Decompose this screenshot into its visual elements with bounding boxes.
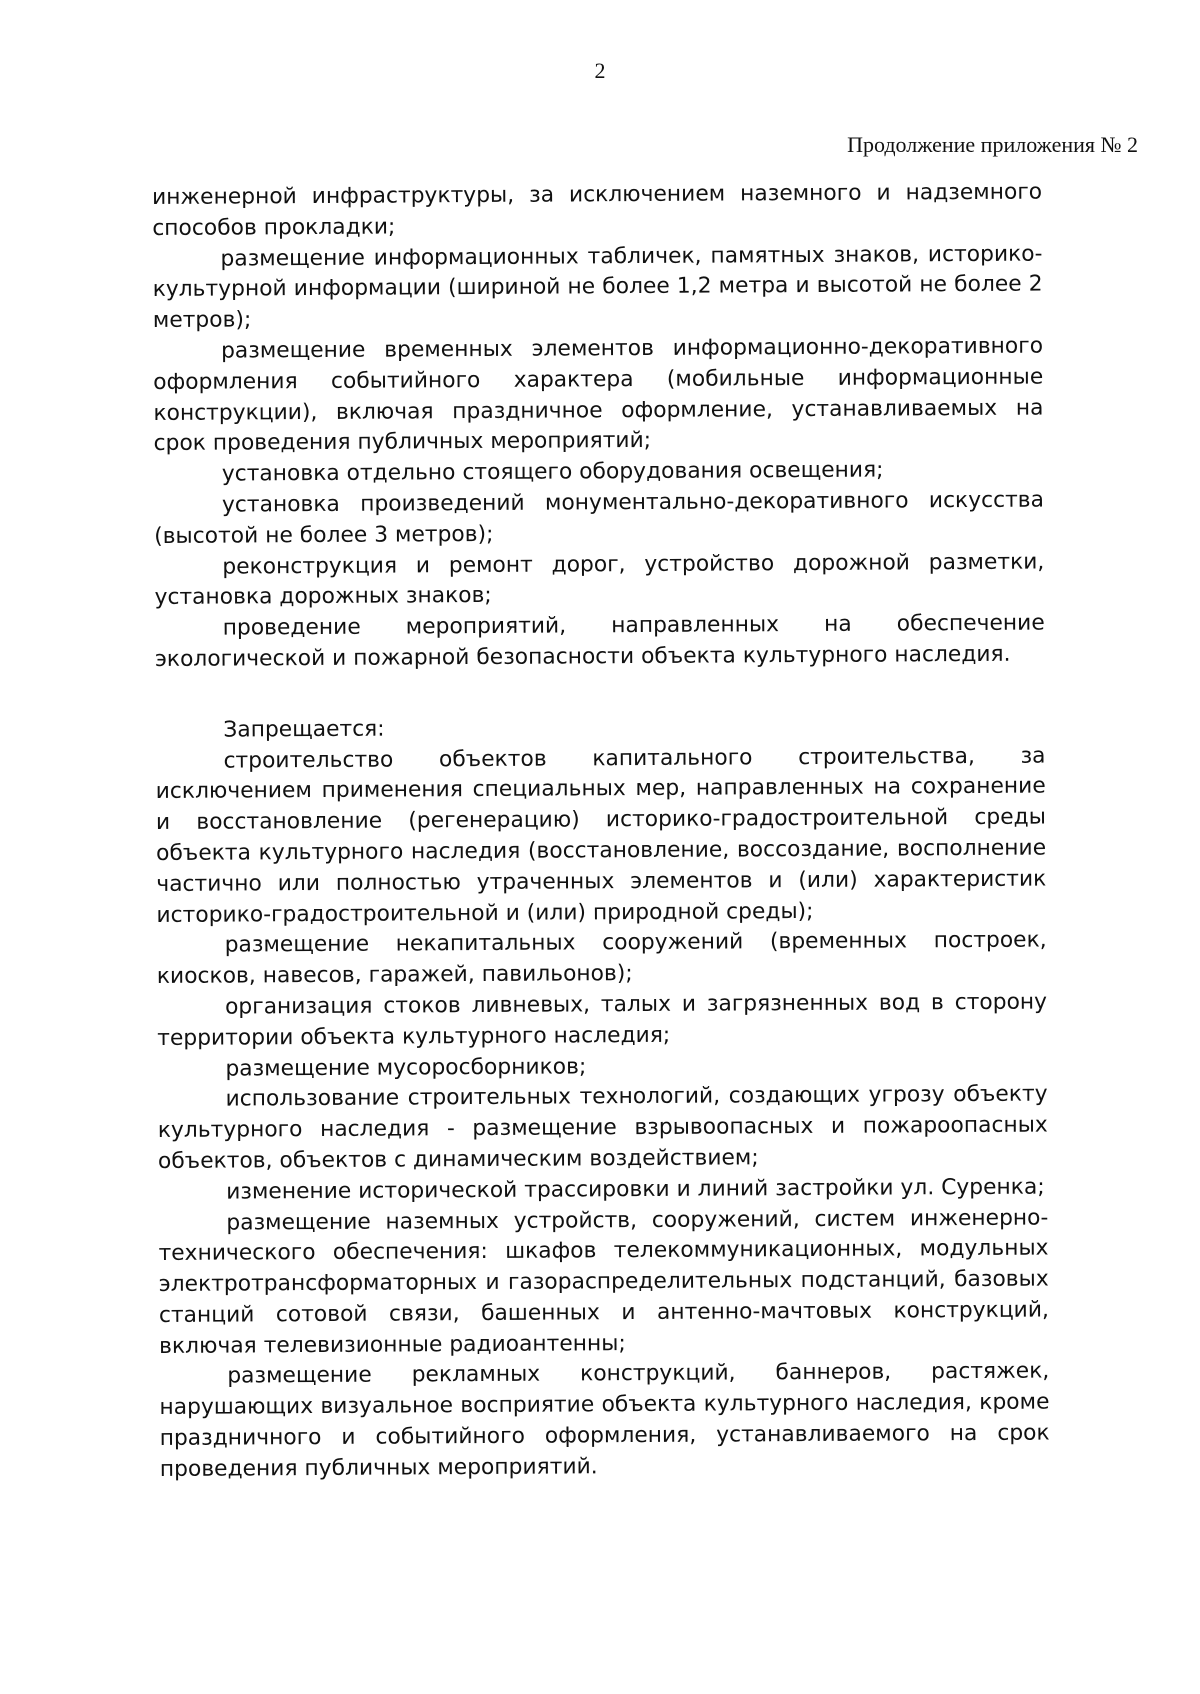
section-spacer <box>155 670 1045 715</box>
allowed-item: проведение мероприятий, направленных на обеспечение экологической и пожарной безопасности объекта культурного наследия. <box>154 610 1045 672</box>
allowed-item: размещение временных элементов информационно-декоративного оформления событийного характера (мобильные информационные конструкции), включая праздничное оформление, устанавливаемых на срок проведения публичных мероприятий; <box>153 333 1044 457</box>
prohibited-item: строительство объектов капитального строительства, за исключением применения специальных мер, направленных на сохранение и восстановление (регенерацию) историко-градостроительной среды объекта культурного наследия (восстановление, воссоздание, восполнение частично или полностью утраченных элементов и (или) характеристик историко-градостроительной и (или) природной среды); <box>155 743 1047 928</box>
prohibited-item: размещение некапитальных сооружений (временных построек, киосков, навесов, гаражей, павильонов); <box>156 927 1047 990</box>
allowed-item: размещение информационных табличек, памятных знаков, историко-культурной информации (шириной не более 1,2 метра и высотой не более 2 метров); <box>152 241 1043 334</box>
allowed-item: установка произведений монументально-декоративного искусства (высотой не более 3 метров); <box>154 487 1045 549</box>
prohibited-item: изменение исторической трассировки и линий застройки ул. Суренка; <box>226 1174 1045 1205</box>
page-number: 2 <box>594 58 606 83</box>
prohibited-item: организация стоков ливневых, талых и загрязненных вод в сторону территории объекта культурного наследия; <box>157 989 1048 1051</box>
prohibited-item: размещение наземных устройств, сооружений, систем инженерно-технического обеспечения: шкафов телекоммуникационных, модульных электротрансформаторных и газораспределительных подстанций, базовых станций сотовой связи, башенных и антенно-мачтовых конструкций, включая телевизионные радиоантенны; <box>158 1205 1049 1359</box>
allowed-item: инженерной инфраструктуры, за исключением наземного и надземного способов прокладки; <box>152 179 1043 241</box>
prohibited-item: размещение мусоросборников; <box>225 1053 587 1082</box>
appendix-continuation-label: Продолжение приложения № 2 <box>847 132 1138 157</box>
prohibited-item: размещение рекламных конструкций, баннеров, растяжек, нарушающих визуальное восприятие объекта культурного наследия, кроме праздничного и событийного оформления, устанавливаемого на срок проведения публичных мероприятий. <box>159 1359 1050 1482</box>
prohibited-item: использование строительных технологий, создающих угрозу объекту культурного наследия - размещение взрывоопасных и пожароопасных объектов, объектов с динамическим воздействием; <box>157 1081 1048 1174</box>
prohibited-heading: Запрещается: <box>223 716 385 743</box>
allowed-item: установка отдельно стоящего оборудования освещения; <box>221 457 884 487</box>
allowed-item: реконструкция и ремонт дорог, устройство дорожной разметки, установка дорожных знаков; <box>154 549 1045 611</box>
document-body <box>152 178 1050 1486</box>
